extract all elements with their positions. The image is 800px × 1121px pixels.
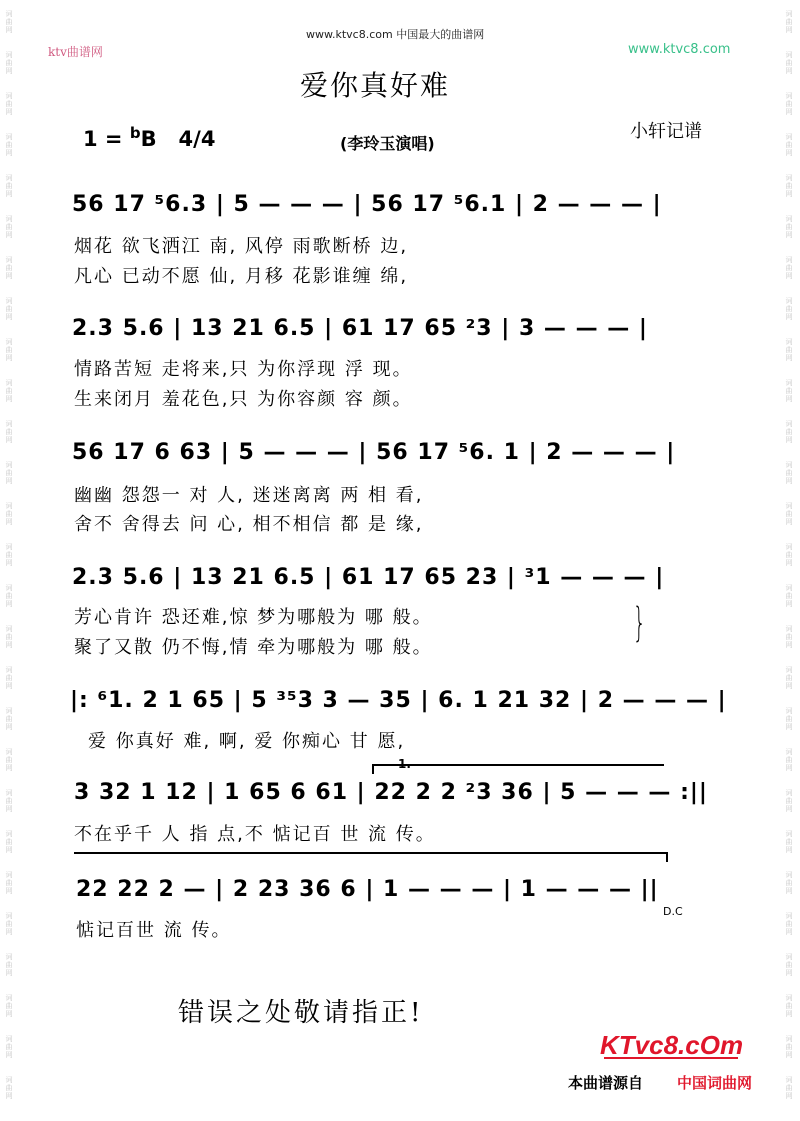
correction-request: 错误之处敬请指正! [178, 998, 424, 1028]
side-watermark-mark: 词曲网 [5, 256, 13, 280]
flat-sign: b [129, 124, 141, 142]
side-watermark-mark: 词曲网 [5, 51, 13, 75]
lyric-line-2b: 生来闭月 羞花色,只 为你容颜 容 颜。 [74, 389, 413, 410]
ktvc8-logo-graphic [598, 1030, 742, 1060]
side-watermark-mark: 词曲网 [5, 1076, 13, 1100]
song-title: 爱你真好难 [300, 69, 451, 102]
score-line-2: 2.3 5.6 | 13 21 6.5 | 61 17 65 ²3 | 3 — — — | [72, 316, 648, 341]
side-watermark-mark: 词曲网 [785, 789, 793, 813]
lyric-brace: } [633, 600, 646, 646]
logo-text: KTvc8.cOm [600, 1030, 742, 1060]
score-line-5: |: ⁶1. 2 1 65 | 5 ³⁵3 3 — 35 | 6. 1 21 32 | 2 — — — | [70, 688, 727, 713]
right-margin-watermark [783, 0, 797, 1121]
side-watermark-mark: 词曲网 [5, 789, 13, 813]
side-watermark-mark: 词曲网 [5, 953, 13, 977]
lyric-line-2a: 情路苦短 走将来,只 为你浮现 浮 现。 [74, 359, 413, 380]
score-line-4: 2.3 5.6 | 13 21 6.5 | 61 17 65 23 | ³1 — — — | [72, 565, 665, 590]
side-watermark-mark: 词曲网 [785, 912, 793, 936]
left-margin-watermark [3, 0, 17, 1121]
side-watermark-mark: 词曲网 [785, 461, 793, 485]
source-site-link[interactable]: 中国词曲网 [677, 1074, 753, 1092]
side-watermark-mark: 词曲网 [785, 133, 793, 157]
score-line-1: 56 17 ⁵6.3 | 5 — — — | 56 17 ⁵6.1 | 2 — — — | [72, 192, 662, 217]
side-watermark-mark: 词曲网 [785, 379, 793, 403]
side-watermark-mark: 词曲网 [785, 215, 793, 239]
watermark-left: ktv曲谱网 [48, 45, 103, 59]
side-watermark-mark: 词曲网 [785, 543, 793, 567]
side-watermark-mark: 词曲网 [785, 420, 793, 444]
side-watermark-mark: 词曲网 [785, 1076, 793, 1100]
side-watermark-mark: 词曲网 [5, 871, 13, 895]
transcriber-credit: 小轩记谱 [630, 121, 702, 142]
side-watermark-mark: 词曲网 [785, 707, 793, 731]
key-prefix: 1 = [83, 127, 130, 151]
score-line-6: 3 32 1 12 | 1 65 6 61 | 22 2 2 ²3 36 | 5 — — — :|| [74, 780, 708, 805]
side-watermark-mark: 词曲网 [785, 994, 793, 1018]
lyric-line-3a: 幽幽 怨怨一 对 人, 迷迷离离 两 相 看, [74, 485, 424, 506]
side-watermark-mark: 词曲网 [5, 461, 13, 485]
volta-bracket [372, 764, 664, 774]
lyric-line-1b: 凡心 已动不愿 仙, 月移 花影谁缠 绵, [74, 266, 409, 287]
side-watermark-mark: 词曲网 [785, 584, 793, 608]
ktvc8-logo[interactable] [598, 1030, 742, 1060]
lyric-line-4a: 芳心肯许 恐还难,惊 梦为哪般为 哪 般。 [74, 607, 433, 628]
side-watermark-mark: 词曲网 [785, 92, 793, 116]
side-watermark-mark: 词曲网 [5, 666, 13, 690]
side-watermark-mark: 词曲网 [785, 297, 793, 321]
side-watermark-mark: 词曲网 [5, 10, 13, 34]
side-watermark-mark: 词曲网 [5, 912, 13, 936]
side-watermark-mark: 词曲网 [785, 338, 793, 362]
side-watermark-mark: 词曲网 [5, 215, 13, 239]
side-watermark-mark: 词曲网 [785, 666, 793, 690]
lyric-line-5: 爱 你真好 难, 啊, 爱 你痴心 甘 愿, [88, 731, 406, 752]
lyric-line-1a: 烟花 欲飞洒江 南, 风停 雨歌断桥 边, [74, 236, 409, 257]
key-signature [83, 124, 215, 151]
lyric-line-7: 惦记百世 流 传。 [76, 920, 232, 941]
lyric-line-6: 不在乎千 人 指 点,不 惦记百 世 流 传。 [74, 824, 436, 845]
side-watermark-mark: 词曲网 [5, 502, 13, 526]
score-line-7: 22 22 2 — | 2 23 36 6 | 1 — — — | 1 — — — || [76, 877, 659, 902]
side-watermark-mark: 词曲网 [785, 871, 793, 895]
volta-bracket-2 [74, 852, 668, 862]
side-watermark-mark: 词曲网 [5, 420, 13, 444]
side-watermark-mark: 词曲网 [5, 748, 13, 772]
time-signature: 4/4 [178, 127, 216, 151]
side-watermark-mark: 词曲网 [5, 625, 13, 649]
side-watermark-mark: 词曲网 [785, 1035, 793, 1059]
side-watermark-mark: 词曲网 [785, 256, 793, 280]
watermark-right: www.ktvc8.com [628, 42, 731, 57]
score-line-3: 56 17 6 63 | 5 — — — | 56 17 ⁵6. 1 | 2 — — — | [72, 440, 676, 465]
side-watermark-mark: 词曲网 [785, 953, 793, 977]
side-watermark-mark: 词曲网 [5, 338, 13, 362]
side-watermark-mark: 词曲网 [5, 994, 13, 1018]
side-watermark-mark: 词曲网 [5, 707, 13, 731]
side-watermark-mark: 词曲网 [785, 625, 793, 649]
side-watermark-mark: 词曲网 [5, 92, 13, 116]
header-site-line[interactable]: www.ktvc8.com 中国最大的曲谱网 [306, 28, 485, 41]
side-watermark-mark: 词曲网 [5, 174, 13, 198]
side-watermark-mark: 词曲网 [5, 543, 13, 567]
key-note: B [140, 127, 157, 151]
side-watermark-mark: 词曲网 [785, 10, 793, 34]
side-watermark-mark: 词曲网 [5, 830, 13, 854]
volta-label: 1. [398, 757, 411, 771]
side-watermark-mark: 词曲网 [5, 133, 13, 157]
singer-credit: (李玲玉演唱) [340, 134, 435, 153]
side-watermark-mark: 词曲网 [5, 297, 13, 321]
da-capo-mark: D.C [663, 905, 683, 918]
side-watermark-mark: 词曲网 [5, 379, 13, 403]
lyric-line-4b: 聚了又散 仍不悔,情 牵为哪般为 哪 般。 [74, 637, 433, 658]
side-watermark-mark: 词曲网 [785, 502, 793, 526]
source-label: 本曲谱源自 [568, 1074, 644, 1092]
side-watermark-mark: 词曲网 [5, 584, 13, 608]
side-watermark-mark: 词曲网 [785, 174, 793, 198]
lyric-line-3b: 舍不 舍得去 问 心, 相不相信 都 是 缘, [74, 514, 424, 535]
side-watermark-mark: 词曲网 [785, 51, 793, 75]
side-watermark-mark: 词曲网 [785, 748, 793, 772]
side-watermark-mark: 词曲网 [5, 1035, 13, 1059]
side-watermark-mark: 词曲网 [785, 830, 793, 854]
